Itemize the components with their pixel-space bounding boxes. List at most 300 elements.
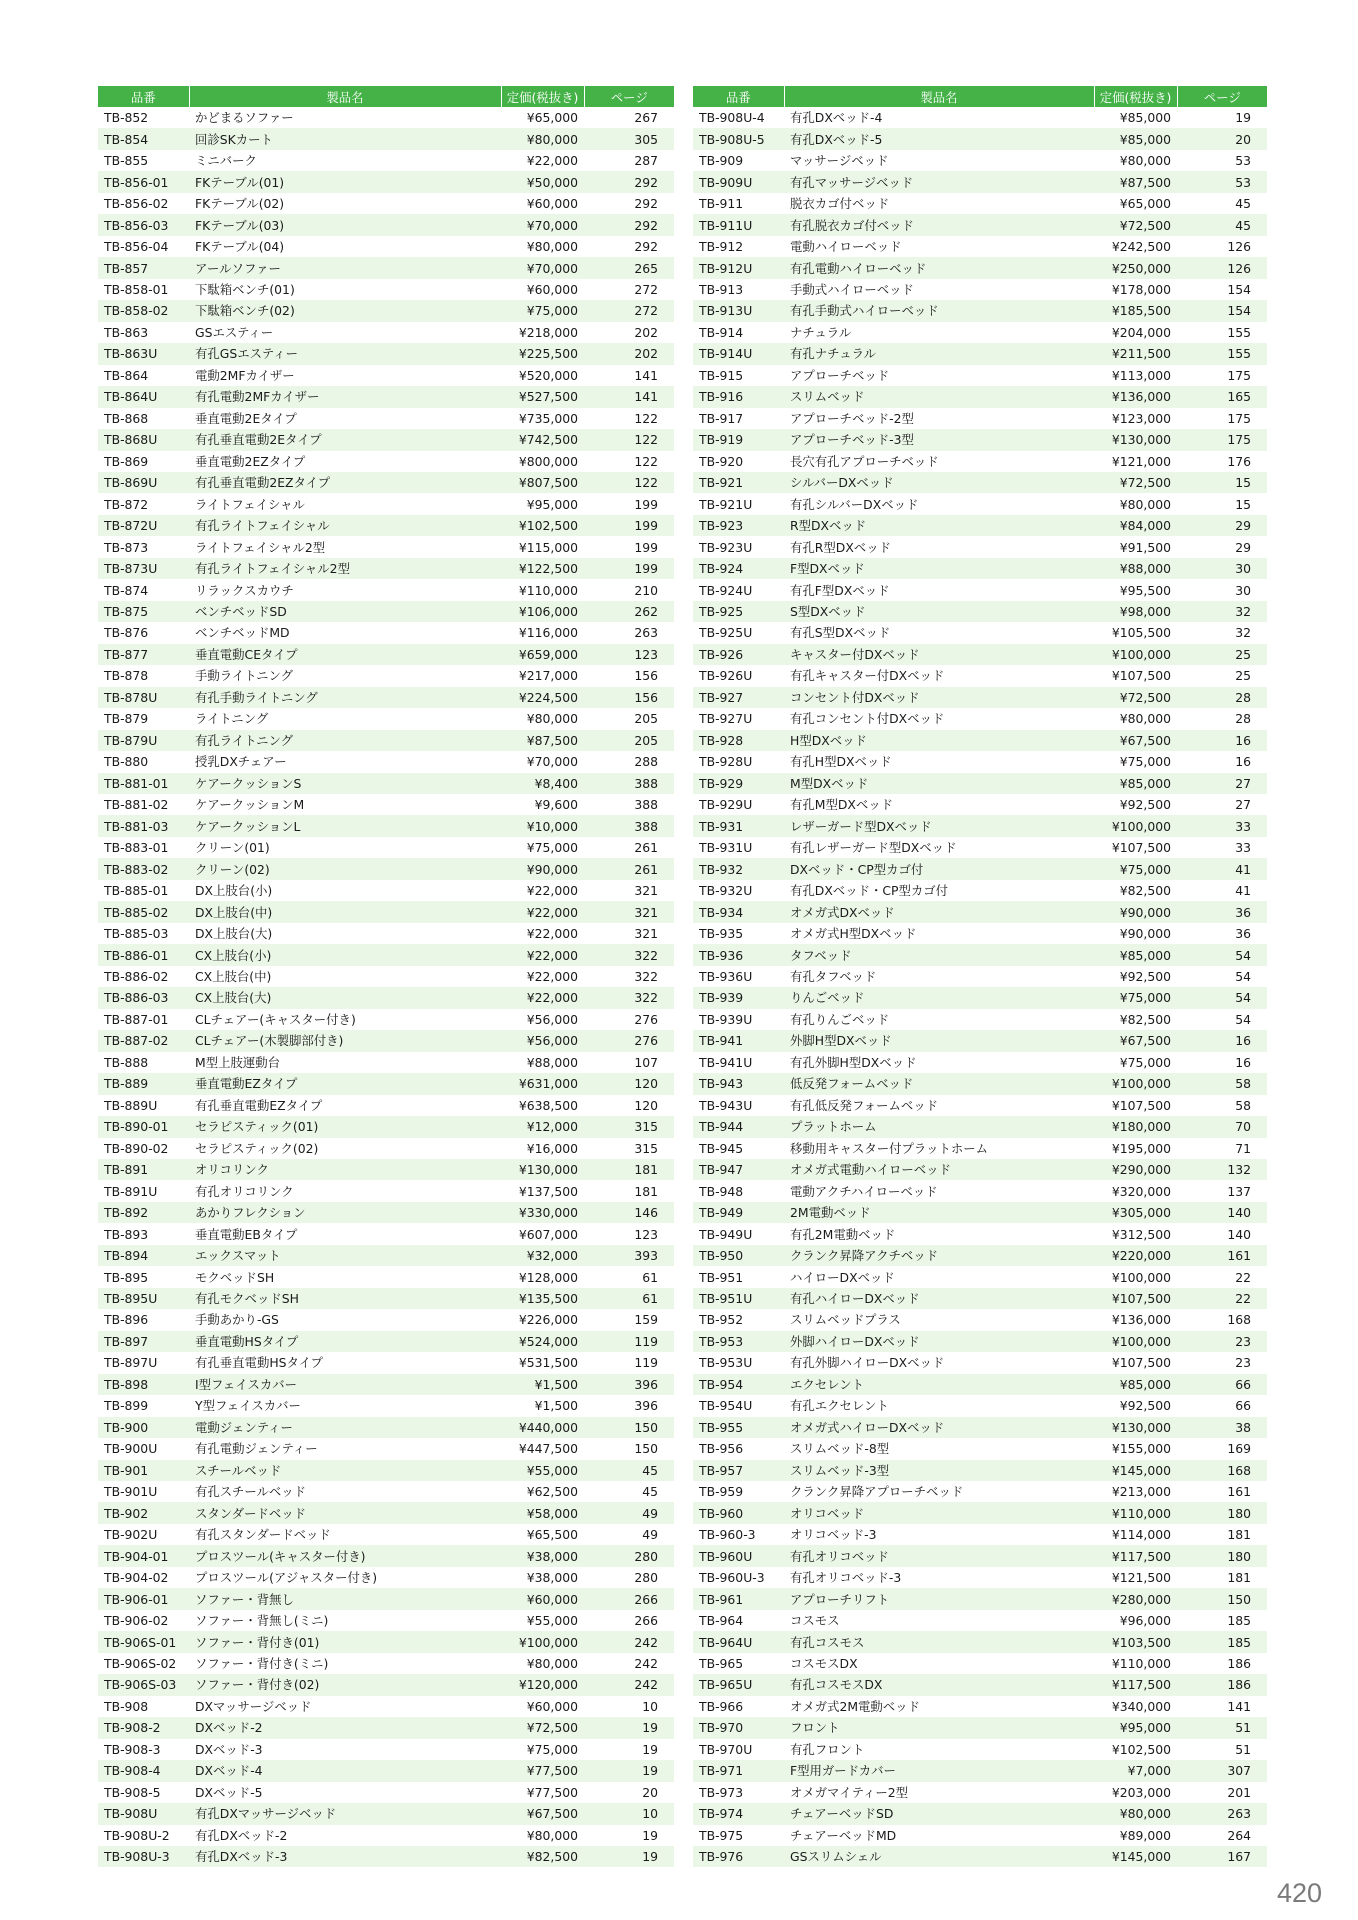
product-name: クリーン(01) bbox=[195, 840, 270, 856]
catalog-page: 146 bbox=[584, 1202, 674, 1223]
product-name: 有孔コスモスDX bbox=[784, 1674, 1094, 1695]
table-row bbox=[693, 923, 1267, 944]
col-header-name: 製品名 bbox=[189, 86, 501, 107]
product-code: TB-956 bbox=[699, 1441, 744, 1457]
list-price: ¥80,000 bbox=[526, 1827, 578, 1843]
catalog-page: 288 bbox=[634, 754, 658, 770]
product-name: ソファー・背付き(01) bbox=[189, 1631, 501, 1652]
catalog-page: 199 bbox=[634, 539, 658, 555]
catalog-page: 49 bbox=[642, 1527, 658, 1543]
product-name: 下駄箱ベンチ(02) bbox=[189, 300, 501, 321]
list-price: ¥117,500 bbox=[1094, 1545, 1177, 1566]
catalog-page: 70 bbox=[1177, 1116, 1267, 1137]
catalog-page: 66 bbox=[1177, 1374, 1267, 1395]
list-price: ¥113,000 bbox=[1111, 367, 1171, 383]
table-row bbox=[98, 1502, 674, 1523]
table-row bbox=[693, 408, 1267, 429]
catalog-page: 175 bbox=[1227, 367, 1251, 383]
catalog-page: 181 bbox=[1227, 1527, 1251, 1543]
product-code: TB-885-03 bbox=[104, 926, 169, 942]
product-code: TB-856-02 bbox=[104, 196, 169, 212]
product-code: TB-951 bbox=[699, 1269, 744, 1285]
table-row bbox=[98, 1116, 674, 1137]
table-row bbox=[98, 1610, 674, 1631]
list-price: ¥80,000 bbox=[1119, 496, 1171, 512]
product-code: TB-911 bbox=[699, 196, 744, 212]
list-price: ¥135,500 bbox=[501, 1288, 584, 1309]
product-name: クリーン(02) bbox=[189, 858, 501, 879]
catalog-page: 169 bbox=[1227, 1441, 1251, 1457]
table-row bbox=[98, 1223, 674, 1244]
product-code: TB-856-04 bbox=[104, 239, 169, 255]
list-price: ¥121,500 bbox=[1111, 1570, 1171, 1586]
catalog-page: 53 bbox=[1177, 171, 1267, 192]
product-code: TB-927U bbox=[699, 711, 753, 727]
table-row bbox=[98, 1352, 674, 1373]
table-row bbox=[98, 1739, 674, 1760]
list-price: ¥100,000 bbox=[1094, 815, 1177, 836]
catalog-page: 156 bbox=[634, 668, 658, 684]
catalog-page: 22 bbox=[1235, 1269, 1251, 1285]
list-price: ¥56,000 bbox=[526, 1011, 578, 1027]
list-price: ¥447,500 bbox=[518, 1441, 578, 1457]
list-price: ¥85,000 bbox=[1094, 1374, 1177, 1395]
catalog-page: 388 bbox=[634, 797, 658, 813]
table-row bbox=[98, 1009, 674, 1030]
product-name: オリコベッド-3 bbox=[790, 1527, 877, 1543]
table-row bbox=[693, 1460, 1267, 1481]
product-name: 有孔2M電動ベッド bbox=[790, 1226, 896, 1242]
product-name: M型上肢運動台 bbox=[195, 1054, 281, 1070]
product-name: FKテーブル(04) bbox=[195, 239, 285, 255]
product-code: TB-879U bbox=[98, 730, 189, 751]
table-row bbox=[693, 257, 1267, 278]
list-price: ¥85,000 bbox=[1119, 110, 1171, 126]
catalog-page: 51 bbox=[1177, 1717, 1267, 1738]
table-row bbox=[693, 1524, 1267, 1545]
list-price: ¥60,000 bbox=[501, 1588, 584, 1609]
product-code: TB-904-01 bbox=[98, 1545, 189, 1566]
table-row bbox=[98, 1588, 674, 1609]
catalog-page: 205 bbox=[634, 711, 658, 727]
table-row bbox=[693, 815, 1267, 836]
product-name: 有孔ハイローDXベッド bbox=[784, 1288, 1094, 1309]
product-name: セラピスティック(02) bbox=[195, 1140, 319, 1156]
product-name: プラットホーム bbox=[784, 1116, 1094, 1137]
product-code: TB-932 bbox=[693, 858, 784, 879]
product-code: TB-881-01 bbox=[98, 773, 189, 794]
product-name: オメガマイティー2型 bbox=[790, 1784, 909, 1800]
product-name: 有孔S型DXベッド bbox=[790, 625, 891, 641]
list-price: ¥82,500 bbox=[1119, 1011, 1171, 1027]
table-row bbox=[693, 1309, 1267, 1330]
product-code: TB-909 bbox=[699, 153, 744, 169]
product-code: TB-911U bbox=[693, 214, 784, 235]
catalog-page: 16 bbox=[1235, 1054, 1251, 1070]
product-name: 有孔シルバーDXベッド bbox=[790, 496, 919, 512]
table-row bbox=[98, 1309, 674, 1330]
product-code: TB-906-02 bbox=[104, 1613, 169, 1629]
table-row bbox=[693, 1417, 1267, 1438]
list-price: ¥130,000 bbox=[1094, 429, 1177, 450]
product-code: TB-929 bbox=[693, 773, 784, 794]
table-row bbox=[693, 837, 1267, 858]
table-row bbox=[693, 1288, 1267, 1309]
table-row bbox=[693, 880, 1267, 901]
list-price: ¥75,000 bbox=[526, 840, 578, 856]
product-code: TB-900U bbox=[104, 1441, 158, 1457]
list-price: ¥75,000 bbox=[1119, 1054, 1171, 1070]
list-price: ¥224,500 bbox=[501, 687, 584, 708]
product-code: TB-868 bbox=[104, 410, 149, 426]
product-code: TB-863U bbox=[98, 343, 189, 364]
list-price: ¥218,000 bbox=[518, 324, 578, 340]
table-row bbox=[98, 1674, 674, 1695]
catalog-page: 396 bbox=[584, 1374, 674, 1395]
table-row bbox=[693, 1202, 1267, 1223]
list-price: ¥185,500 bbox=[1094, 300, 1177, 321]
product-name: 有孔オリコベッド bbox=[784, 1545, 1094, 1566]
catalog-page: 41 bbox=[1177, 858, 1267, 879]
table-row bbox=[98, 751, 674, 772]
list-price: ¥77,500 bbox=[526, 1784, 578, 1800]
table-row bbox=[693, 1631, 1267, 1652]
product-name: 手動あかり-GS bbox=[195, 1312, 279, 1328]
list-price: ¥58,000 bbox=[501, 1502, 584, 1523]
product-code: TB-912 bbox=[699, 239, 744, 255]
product-name: CX上肢台(小) bbox=[189, 944, 501, 965]
product-name: 有孔りんごベッド bbox=[790, 1011, 890, 1027]
list-price: ¥9,600 bbox=[534, 797, 578, 813]
product-code: TB-890-02 bbox=[104, 1140, 169, 1156]
list-price: ¥38,000 bbox=[526, 1570, 578, 1586]
product-code: TB-932U bbox=[699, 883, 753, 899]
catalog-page: 267 bbox=[634, 110, 658, 126]
product-name: ケアークッションL bbox=[189, 815, 501, 836]
table-row bbox=[693, 601, 1267, 622]
list-price: ¥1,500 bbox=[534, 1398, 578, 1414]
product-name: オリコリンク bbox=[189, 1159, 501, 1180]
price-table-right bbox=[693, 86, 1267, 1867]
catalog-page: 322 bbox=[584, 987, 674, 1008]
catalog-page: 15 bbox=[1177, 472, 1267, 493]
catalog-page: 140 bbox=[1177, 1202, 1267, 1223]
list-price: ¥72,500 bbox=[1094, 687, 1177, 708]
product-code: TB-954 bbox=[693, 1374, 784, 1395]
catalog-page: 58 bbox=[1235, 1097, 1251, 1113]
catalog-page: 321 bbox=[634, 883, 658, 899]
list-price: ¥38,000 bbox=[501, 1545, 584, 1566]
catalog-page: 388 bbox=[584, 815, 674, 836]
product-code: TB-944 bbox=[693, 1116, 784, 1137]
product-name: 電動2MFカイザー bbox=[195, 367, 295, 383]
table-row bbox=[98, 236, 674, 257]
catalog-page: 186 bbox=[1177, 1674, 1267, 1695]
product-name: シルバーDXベッド bbox=[784, 472, 1094, 493]
product-name: DX上肢台(中) bbox=[189, 901, 501, 922]
catalog-page: 120 bbox=[634, 1097, 658, 1113]
table-row bbox=[693, 365, 1267, 386]
list-price: ¥90,000 bbox=[501, 858, 584, 879]
table-row bbox=[693, 687, 1267, 708]
table-row bbox=[98, 794, 674, 815]
product-name: FKテーブル(01) bbox=[189, 171, 501, 192]
product-name: オメガ式2M電動ベッド bbox=[790, 1698, 920, 1714]
list-price: ¥84,000 bbox=[1094, 515, 1177, 536]
table-row bbox=[693, 1030, 1267, 1051]
table-row bbox=[693, 708, 1267, 729]
product-code: TB-904-02 bbox=[104, 1570, 169, 1586]
table-row bbox=[98, 1030, 674, 1051]
catalog-page: 315 bbox=[634, 1140, 658, 1156]
catalog-page: 30 bbox=[1235, 582, 1251, 598]
product-name: 有孔ライトフェイシャル2型 bbox=[189, 558, 501, 579]
product-code: TB-925 bbox=[693, 601, 784, 622]
catalog-page: 49 bbox=[584, 1502, 674, 1523]
table-row bbox=[693, 1846, 1267, 1867]
catalog-page: 33 bbox=[1177, 815, 1267, 836]
product-name: スリムベッドプラス bbox=[790, 1312, 901, 1328]
product-name: スリムベッド-3型 bbox=[784, 1460, 1094, 1481]
product-code: TB-975 bbox=[699, 1827, 744, 1843]
list-price: ¥527,500 bbox=[501, 386, 584, 407]
list-price: ¥87,500 bbox=[501, 730, 584, 751]
list-price: ¥107,500 bbox=[1094, 1288, 1177, 1309]
product-name: 移動用キャスター付プラットホーム bbox=[790, 1140, 989, 1156]
list-price: ¥16,000 bbox=[526, 1140, 578, 1156]
catalog-page: 141 bbox=[584, 386, 674, 407]
list-price: ¥22,000 bbox=[501, 901, 584, 922]
list-price: ¥213,000 bbox=[1111, 1484, 1171, 1500]
list-price: ¥114,000 bbox=[1111, 1527, 1171, 1543]
product-code: TB-901U bbox=[104, 1484, 158, 1500]
product-name: ソファー・背付き(02) bbox=[189, 1674, 501, 1695]
product-name: 有孔オリコベッド-3 bbox=[790, 1570, 902, 1586]
catalog-page: 41 bbox=[1235, 883, 1251, 899]
list-price: ¥110,000 bbox=[518, 582, 578, 598]
product-name: 垂直電動2Eタイプ bbox=[195, 410, 297, 426]
catalog-page: 155 bbox=[1227, 324, 1251, 340]
list-price: ¥203,000 bbox=[1111, 1784, 1171, 1800]
col-header-price: 定価(税抜き) bbox=[1094, 86, 1177, 107]
list-price: ¥145,000 bbox=[1094, 1460, 1177, 1481]
product-code: TB-908-5 bbox=[104, 1784, 161, 1800]
table-row bbox=[98, 1245, 674, 1266]
product-code: TB-906S-01 bbox=[98, 1631, 189, 1652]
catalog-page: 186 bbox=[1227, 1655, 1251, 1671]
catalog-page: 199 bbox=[584, 515, 674, 536]
col-header-code: 品番 bbox=[98, 86, 189, 107]
product-code: TB-897U bbox=[104, 1355, 158, 1371]
catalog-page: 126 bbox=[1177, 257, 1267, 278]
list-price: ¥62,500 bbox=[526, 1484, 578, 1500]
table-row bbox=[98, 1180, 674, 1201]
product-name: 手動式ハイローベッド bbox=[790, 281, 914, 297]
list-price: ¥128,000 bbox=[518, 1269, 578, 1285]
catalog-page: 28 bbox=[1235, 711, 1251, 727]
table-row bbox=[693, 171, 1267, 192]
table-row bbox=[693, 1545, 1267, 1566]
product-code: TB-858-01 bbox=[104, 281, 169, 297]
list-price: ¥136,000 bbox=[1111, 1312, 1171, 1328]
list-price: ¥115,000 bbox=[518, 539, 578, 555]
list-price: ¥130,000 bbox=[501, 1159, 584, 1180]
catalog-page: 185 bbox=[1227, 1613, 1251, 1629]
table-row bbox=[98, 1138, 674, 1159]
list-price: ¥107,500 bbox=[1111, 1097, 1171, 1113]
product-name: 有孔スタンダードベッド bbox=[195, 1527, 331, 1543]
product-code: TB-908U-3 bbox=[98, 1846, 189, 1867]
product-code: TB-868U bbox=[98, 429, 189, 450]
product-name: 有孔DXベッド-5 bbox=[784, 128, 1094, 149]
catalog-page: 176 bbox=[1227, 453, 1251, 469]
product-code: TB-912U bbox=[693, 257, 784, 278]
table-row bbox=[98, 665, 674, 686]
list-price: ¥65,500 bbox=[526, 1527, 578, 1543]
product-code: TB-970U bbox=[699, 1741, 753, 1757]
product-code: TB-953 bbox=[693, 1331, 784, 1352]
table-row bbox=[98, 493, 674, 514]
list-price: ¥22,000 bbox=[526, 153, 578, 169]
product-code: TB-909U bbox=[693, 171, 784, 192]
product-name: オメガ式ハイローDXベッド bbox=[784, 1417, 1094, 1438]
catalog-page: 272 bbox=[634, 281, 658, 297]
list-price: ¥82,500 bbox=[1119, 883, 1171, 899]
list-price: ¥32,000 bbox=[501, 1245, 584, 1266]
product-code: TB-901 bbox=[98, 1460, 189, 1481]
product-code: TB-881-03 bbox=[98, 815, 189, 836]
table-row bbox=[98, 150, 674, 171]
catalog-page: 36 bbox=[1177, 901, 1267, 922]
product-code: TB-873U bbox=[98, 558, 189, 579]
catalog-page: 292 bbox=[584, 214, 674, 235]
list-price: ¥102,500 bbox=[501, 515, 584, 536]
table-row bbox=[693, 429, 1267, 450]
product-name: ベンチベッドSD bbox=[189, 601, 501, 622]
product-code: TB-961 bbox=[693, 1588, 784, 1609]
catalog-page: 292 bbox=[634, 196, 658, 212]
product-code: TB-906S-03 bbox=[98, 1674, 189, 1695]
list-price: ¥7,000 bbox=[1094, 1760, 1177, 1781]
table-row bbox=[98, 944, 674, 965]
catalog-page: 181 bbox=[1227, 1570, 1251, 1586]
catalog-page: 321 bbox=[634, 926, 658, 942]
table-row bbox=[693, 1266, 1267, 1287]
list-price: ¥107,500 bbox=[1111, 840, 1171, 856]
product-name: フロント bbox=[784, 1717, 1094, 1738]
catalog-page: 180 bbox=[1177, 1502, 1267, 1523]
catalog-page: 159 bbox=[634, 1312, 658, 1328]
product-code: TB-949U bbox=[699, 1226, 753, 1242]
list-price: ¥80,000 bbox=[1094, 1803, 1177, 1824]
table-row bbox=[693, 730, 1267, 751]
product-name: コスモスDX bbox=[790, 1655, 858, 1671]
list-price: ¥98,000 bbox=[1094, 601, 1177, 622]
product-code: TB-878U bbox=[98, 687, 189, 708]
product-name: R型DXベッド bbox=[784, 515, 1094, 536]
product-code: TB-890-01 bbox=[98, 1116, 189, 1137]
table-row bbox=[98, 1159, 674, 1180]
table-row bbox=[693, 751, 1267, 772]
list-price: ¥70,000 bbox=[501, 257, 584, 278]
catalog-page: 175 bbox=[1177, 429, 1267, 450]
list-price: ¥56,000 bbox=[501, 1030, 584, 1051]
product-code: TB-935 bbox=[699, 926, 744, 942]
catalog-page: 122 bbox=[584, 429, 674, 450]
catalog-page: 137 bbox=[1227, 1183, 1251, 1199]
list-price: ¥75,000 bbox=[501, 300, 584, 321]
product-code: TB-945 bbox=[699, 1140, 744, 1156]
table-row bbox=[693, 279, 1267, 300]
product-name: 垂直電動2EZタイプ bbox=[195, 453, 306, 469]
table-row bbox=[693, 579, 1267, 600]
product-code: TB-913 bbox=[699, 281, 744, 297]
catalog-page: 154 bbox=[1177, 300, 1267, 321]
catalog-page: 54 bbox=[1235, 1011, 1251, 1027]
list-price: ¥123,000 bbox=[1111, 410, 1171, 426]
product-code: TB-926U bbox=[699, 668, 753, 684]
list-price: ¥225,500 bbox=[501, 343, 584, 364]
catalog-page: 22 bbox=[1177, 1288, 1267, 1309]
catalog-page: 54 bbox=[1177, 987, 1267, 1008]
product-code: TB-929U bbox=[699, 797, 753, 813]
product-name: 有孔垂直電動2EZタイプ bbox=[189, 472, 501, 493]
product-code: TB-974 bbox=[693, 1803, 784, 1824]
product-name: コスモス bbox=[790, 1613, 840, 1629]
list-price: ¥100,000 bbox=[1111, 1269, 1171, 1285]
table-row bbox=[98, 515, 674, 536]
list-price: ¥90,000 bbox=[1119, 926, 1171, 942]
catalog-page: 51 bbox=[1235, 1741, 1251, 1757]
col-header-code: 品番 bbox=[693, 86, 784, 107]
product-code: TB-908 bbox=[104, 1698, 149, 1714]
col-header-price: 定価(税抜き) bbox=[501, 86, 584, 107]
product-code: TB-902 bbox=[98, 1502, 189, 1523]
product-code: TB-900 bbox=[98, 1417, 189, 1438]
catalog-page: 150 bbox=[634, 1441, 658, 1457]
product-name: 有孔DXベッド-4 bbox=[790, 110, 883, 126]
product-name: 有孔DXベッド-3 bbox=[189, 1846, 501, 1867]
table-row bbox=[98, 1288, 674, 1309]
catalog-page: 16 bbox=[1235, 754, 1251, 770]
catalog-page: 265 bbox=[584, 257, 674, 278]
catalog-page: 123 bbox=[584, 644, 674, 665]
product-code: TB-894 bbox=[98, 1245, 189, 1266]
table-row bbox=[98, 1760, 674, 1781]
catalog-page: 10 bbox=[584, 1803, 674, 1824]
list-price: ¥65,000 bbox=[1119, 196, 1171, 212]
table-row bbox=[98, 1696, 674, 1717]
product-name: 有孔エクセレント bbox=[790, 1398, 889, 1414]
list-price: ¥531,500 bbox=[518, 1355, 578, 1371]
list-price: ¥8,400 bbox=[501, 773, 584, 794]
col-header-page: ページ bbox=[584, 86, 674, 107]
list-price: ¥22,000 bbox=[526, 968, 578, 984]
product-name: ソファー・背無し(ミニ) bbox=[195, 1613, 329, 1629]
product-code: TB-939 bbox=[693, 987, 784, 1008]
table-row bbox=[693, 1180, 1267, 1201]
list-price: ¥80,000 bbox=[526, 239, 578, 255]
table-row bbox=[98, 386, 674, 407]
product-code: TB-941U bbox=[699, 1054, 753, 1070]
product-name: エックスマット bbox=[189, 1245, 501, 1266]
product-name: スリムベッド bbox=[784, 386, 1094, 407]
list-price: ¥226,000 bbox=[518, 1312, 578, 1328]
table-row bbox=[98, 1567, 674, 1588]
table-row bbox=[693, 1803, 1267, 1824]
list-price: ¥110,000 bbox=[1111, 1655, 1171, 1671]
table-row bbox=[98, 1331, 674, 1352]
